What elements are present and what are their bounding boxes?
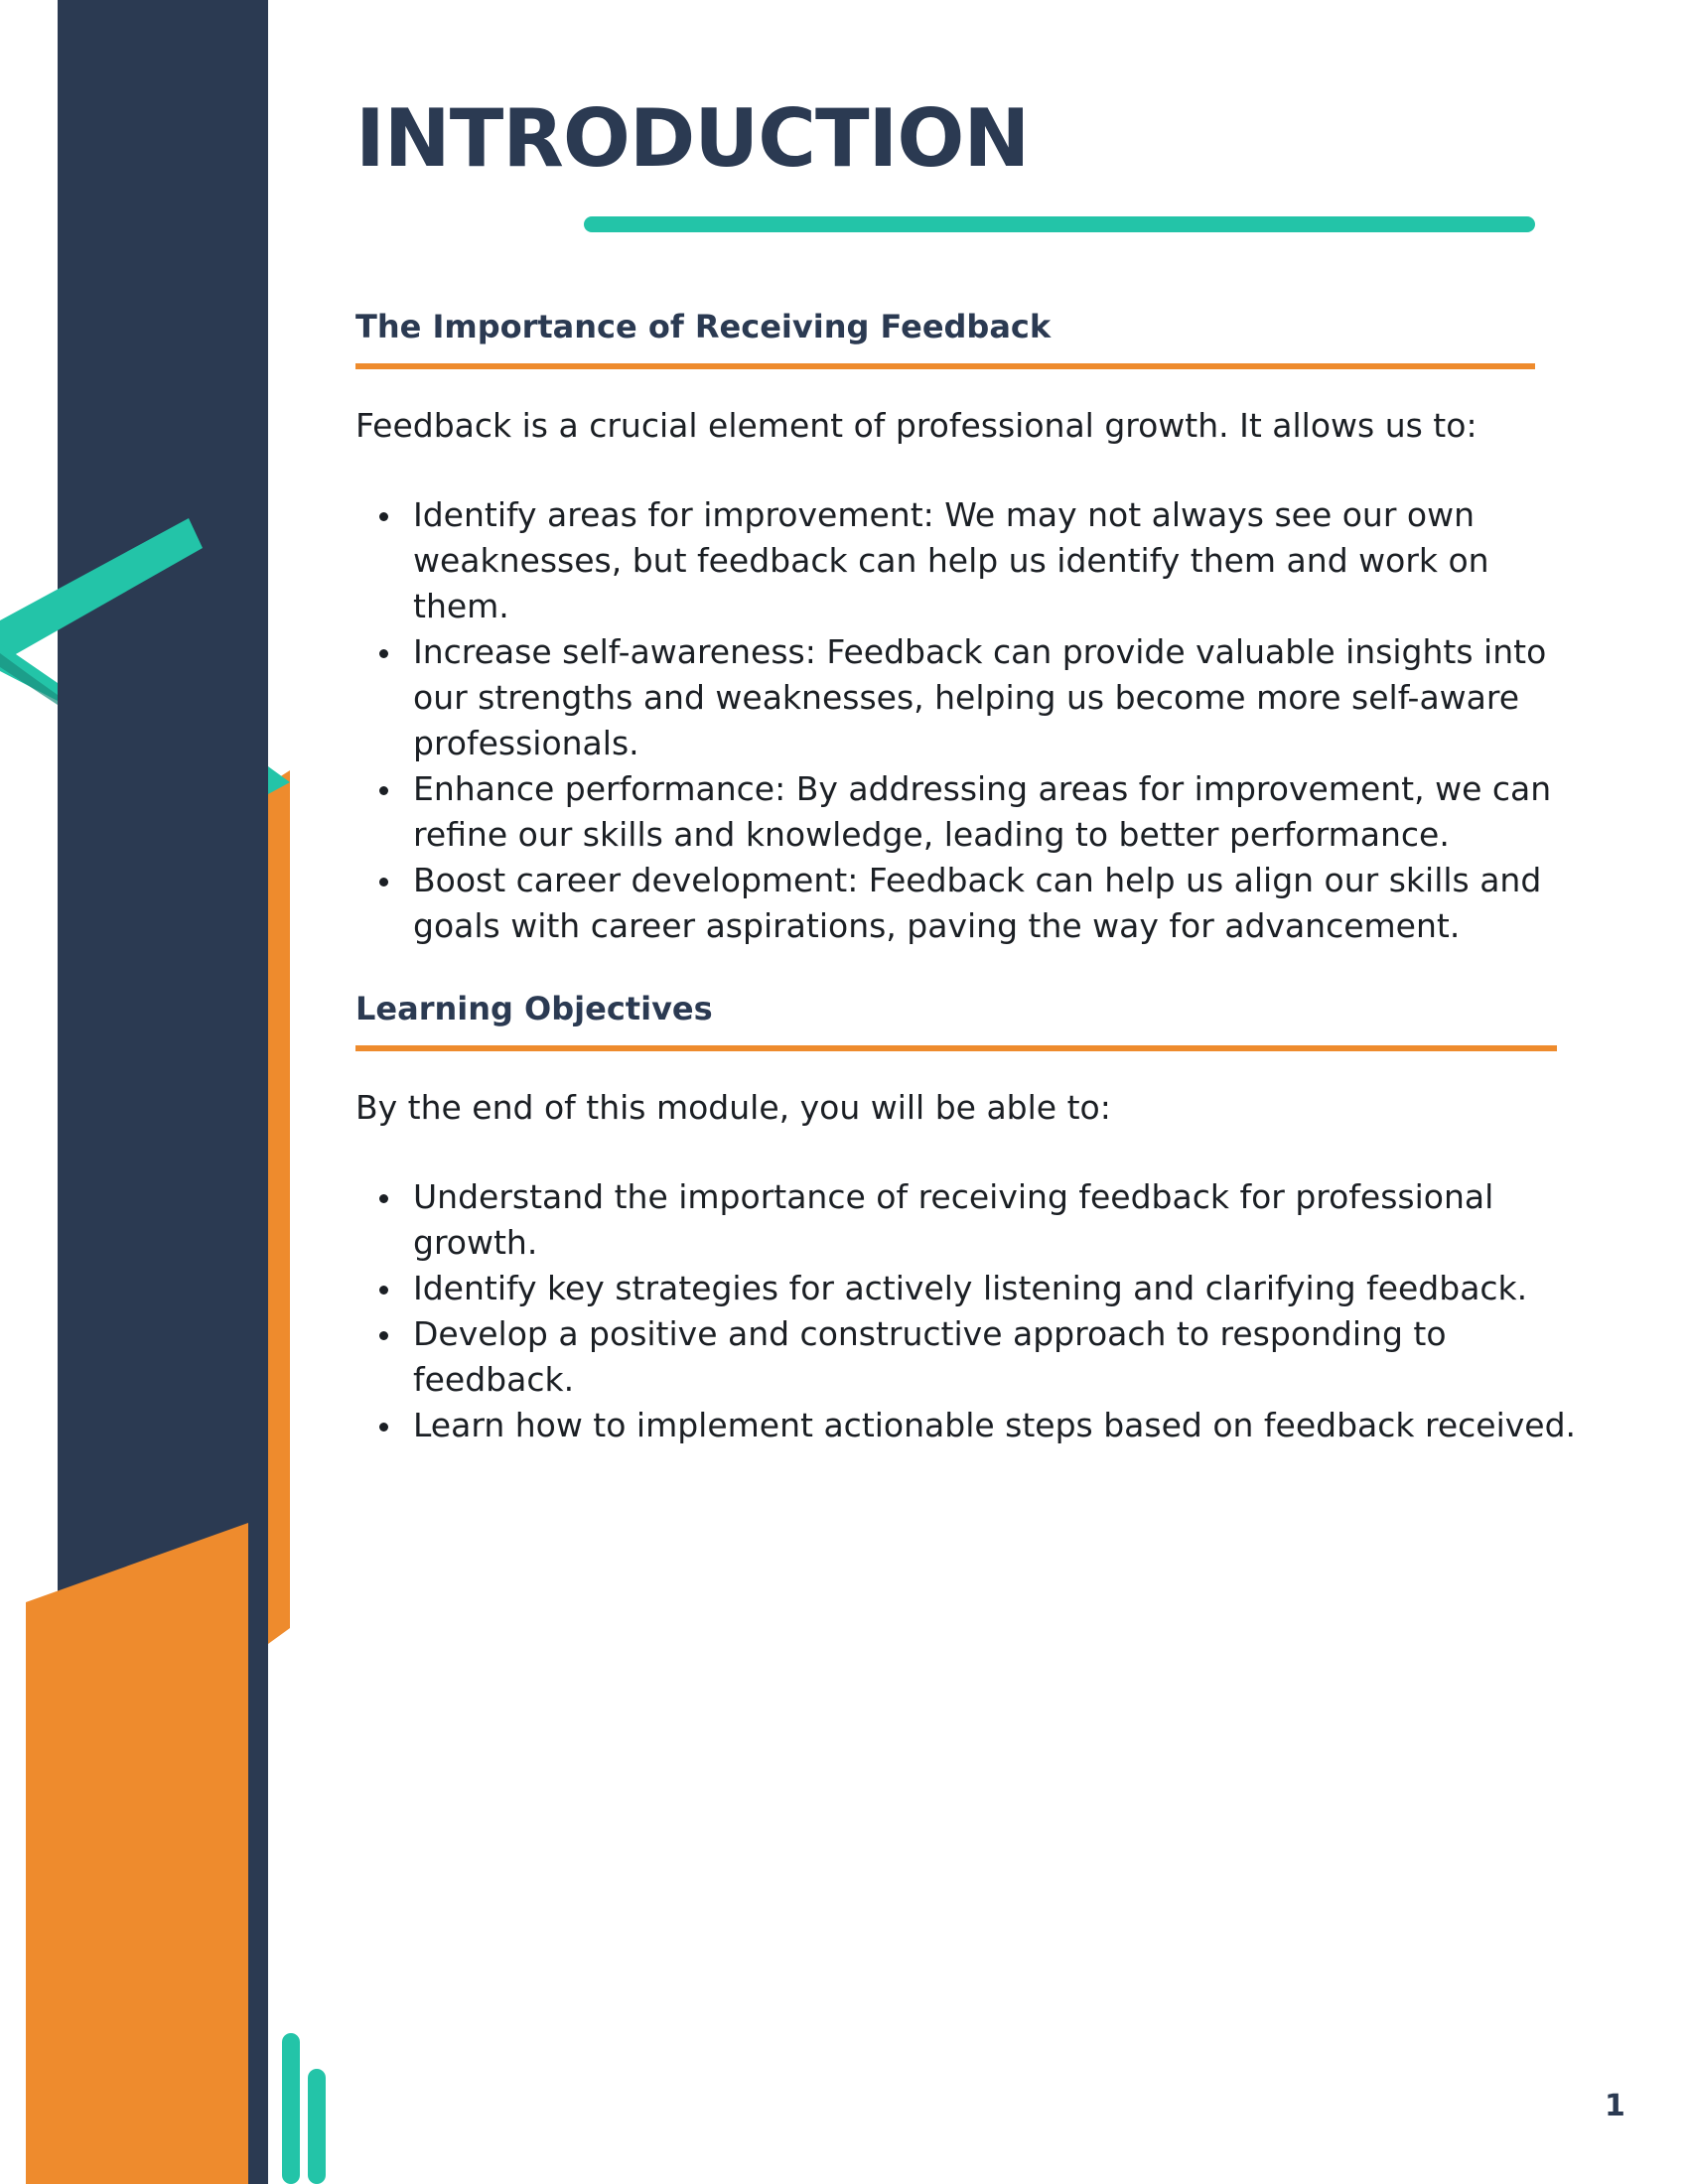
page-number: 1 <box>1605 2089 1625 2123</box>
section-objectives <box>355 990 1587 1448</box>
list-item: Enhance performance: By addressing areas for improvement, we can refine our skills and knowledge, leading to better performance. <box>355 766 1587 858</box>
orange-corner-block <box>26 1523 248 2184</box>
section-heading-objectives: Learning Objectives <box>355 990 713 1027</box>
list-item: Identify areas for improvement: We may not always see our own weaknesses, but feedback can help us identify them and work on them. <box>355 492 1587 629</box>
bullet-list-objectives <box>355 1174 1587 1448</box>
bullet-icon <box>379 1423 388 1432</box>
title-underline <box>584 216 1535 232</box>
teal-line-1 <box>282 2033 300 2184</box>
section-rule-objectives <box>355 1045 1557 1051</box>
teal-line-2 <box>308 2069 326 2184</box>
list-item: Develop a positive and constructive approach to responding to feedback. <box>355 1311 1587 1403</box>
list-item: Learn how to implement actionable steps based on feedback received. <box>355 1403 1587 1448</box>
orange-side-strip <box>268 770 290 1644</box>
bullet-icon <box>379 878 388 887</box>
bullet-list-importance <box>355 492 1587 949</box>
section-heading-importance: The Importance of Receiving Feedback <box>355 308 1052 345</box>
list-item: Increase self-awareness: Feedback can provide valuable insights into our strengths and weaknesses, helping us become more self-aware professionals. <box>355 629 1587 766</box>
list-item: Understand the importance of receiving feedback for professional growth. <box>355 1174 1587 1266</box>
bullet-icon <box>379 1331 388 1340</box>
bullet-icon <box>379 1286 388 1295</box>
page-title: INTRODUCTION <box>355 92 1030 185</box>
section-intro-importance: Feedback is a crucial element of professional growth. It allows us to: <box>355 406 1477 446</box>
bullet-icon <box>379 786 388 795</box>
section-intro-objectives: By the end of this module, you will be able to: <box>355 1088 1111 1128</box>
section-rule-importance <box>355 363 1535 369</box>
section-importance <box>355 308 1587 949</box>
bullet-icon <box>379 1194 388 1203</box>
list-item: Boost career development: Feedback can help us align our skills and goals with career aspirations, paving the way for advancement. <box>355 858 1587 949</box>
list-item: Identify key strategies for actively listening and clarifying feedback. <box>355 1266 1587 1311</box>
bullet-icon <box>379 512 388 521</box>
bullet-icon <box>379 649 388 658</box>
